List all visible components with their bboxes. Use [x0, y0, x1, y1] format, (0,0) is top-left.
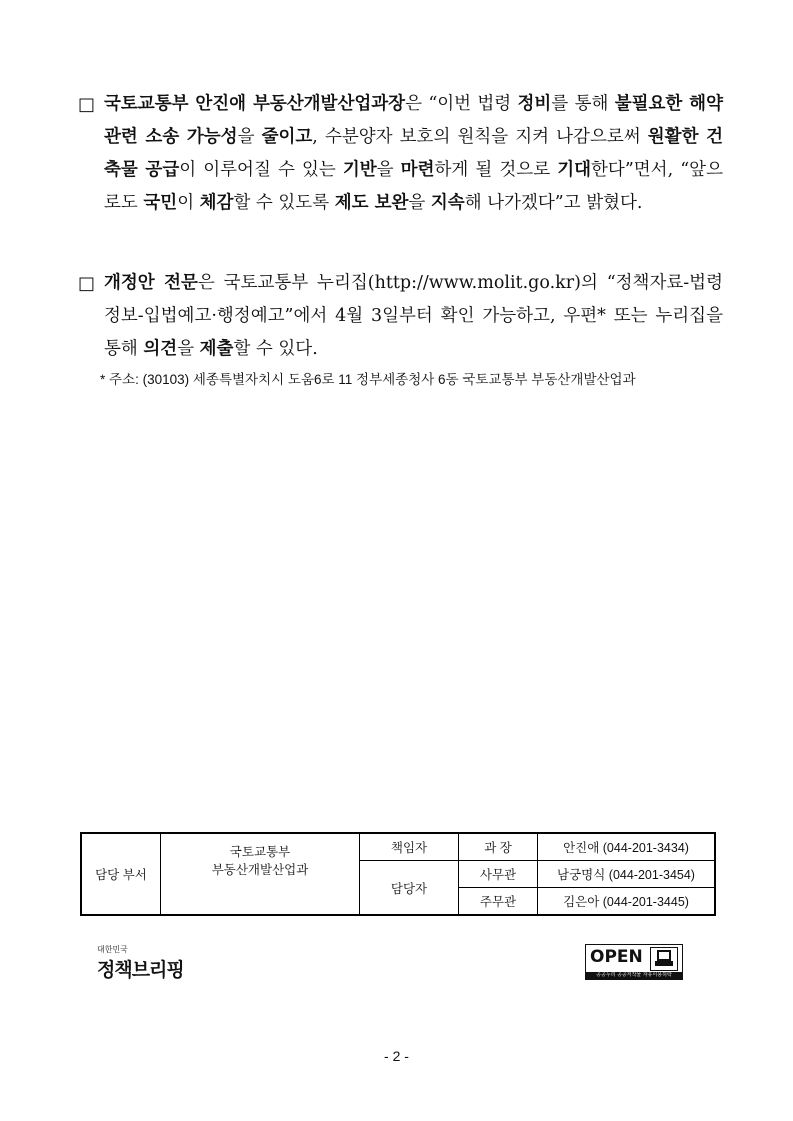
contact-table: [80, 832, 716, 916]
dept-label: 담당 부서: [81, 833, 161, 915]
contact-title: 주무관: [459, 888, 538, 916]
bold-text: 줄이고: [261, 127, 313, 147]
kogl-open-logo: [585, 944, 683, 980]
text: 은 “이번 법령: [405, 94, 518, 114]
logo-small-text: 대한민국: [97, 945, 128, 954]
contact-person: 안진애 (044-201-3434): [538, 833, 716, 861]
bold-text: 기대: [557, 160, 592, 180]
bold-text: 제출: [199, 339, 234, 359]
bold-text: 정비: [517, 94, 552, 114]
policy-briefing-logo: [97, 944, 184, 982]
paragraph-text: [78, 267, 723, 366]
contact-person: 김은아 (044-201-3445): [538, 888, 716, 916]
bold-text: 지속: [430, 193, 465, 213]
text: 을: [408, 193, 431, 213]
paragraph-minister-quote: [78, 88, 723, 220]
paragraph-full-text-notice: [78, 267, 723, 366]
dept-name-line2: 부동산개발산업과: [211, 863, 309, 877]
kogl-badge-icon: [650, 947, 678, 971]
address-footnote: * 주소: (30103) 세종특별자치시 도움6로 11 정부세종청사 6동 국토교통부 부동산개발산업과: [100, 372, 636, 387]
page-number: - 2 -: [384, 1048, 409, 1064]
contact-title: 과 장: [459, 833, 538, 861]
bold-text: 불필요한 해약 관련 소송 가능성: [104, 94, 723, 147]
text: 한다”면서, “앞으로도: [104, 160, 723, 213]
bold-text: 마련: [400, 160, 435, 180]
logo-big-text: 정책브리핑: [97, 959, 184, 981]
text: 할 수 있도록: [233, 193, 335, 213]
bold-text: 제도 보완: [334, 193, 409, 213]
text: 이 이루어질 수 있는: [179, 160, 343, 180]
square-bullet: □: [78, 94, 96, 115]
text: 은 국토교통부 누리집(http://www.molit.go.kr)의 “정책자료-법령정보-입법예고·행정예고”에서 4월 3일부터 확인 가능하고, 우편* 또는 누리집을 통해: [104, 273, 723, 359]
bold-text: 국민: [143, 193, 178, 213]
bold-text: 기반: [342, 160, 377, 180]
dept-name: [161, 833, 360, 915]
kogl-strip-text: 공공누리 공공저작물 자유이용허락: [586, 972, 682, 979]
paragraph-text: [78, 88, 723, 220]
bold-text: 국토교통부 안진애 부동산개발산업과장: [104, 94, 406, 114]
bold-text: 의견: [143, 339, 178, 359]
contact-title: 사무관: [459, 861, 538, 888]
square-bullet: □: [78, 273, 96, 294]
responsible-label: 책임자: [360, 833, 459, 861]
contact-person: 남궁명식 (044-201-3454): [538, 861, 716, 888]
text: 을: [237, 127, 262, 147]
text: 을: [376, 160, 401, 180]
bold-text: 원활한 건축물 공급: [104, 127, 724, 180]
open-text: OPEN: [590, 947, 643, 967]
text: 을: [177, 339, 200, 359]
text: 를 통해: [551, 94, 615, 114]
text: 할 수 있다.: [233, 339, 318, 359]
text: 해 나가겠다”고 밝혔다.: [464, 193, 643, 213]
bold-text: 체감: [199, 193, 234, 213]
dept-name-line1: 국토교통부: [229, 845, 291, 859]
text: 하게 될 것으로: [434, 160, 558, 180]
staff-label: 담당자: [360, 861, 459, 916]
text: 이: [177, 193, 200, 213]
text: , 수분양자 보호의 원칙을 지켜 나감으로써: [312, 127, 648, 147]
bold-text: 개정안 전문: [104, 273, 198, 293]
